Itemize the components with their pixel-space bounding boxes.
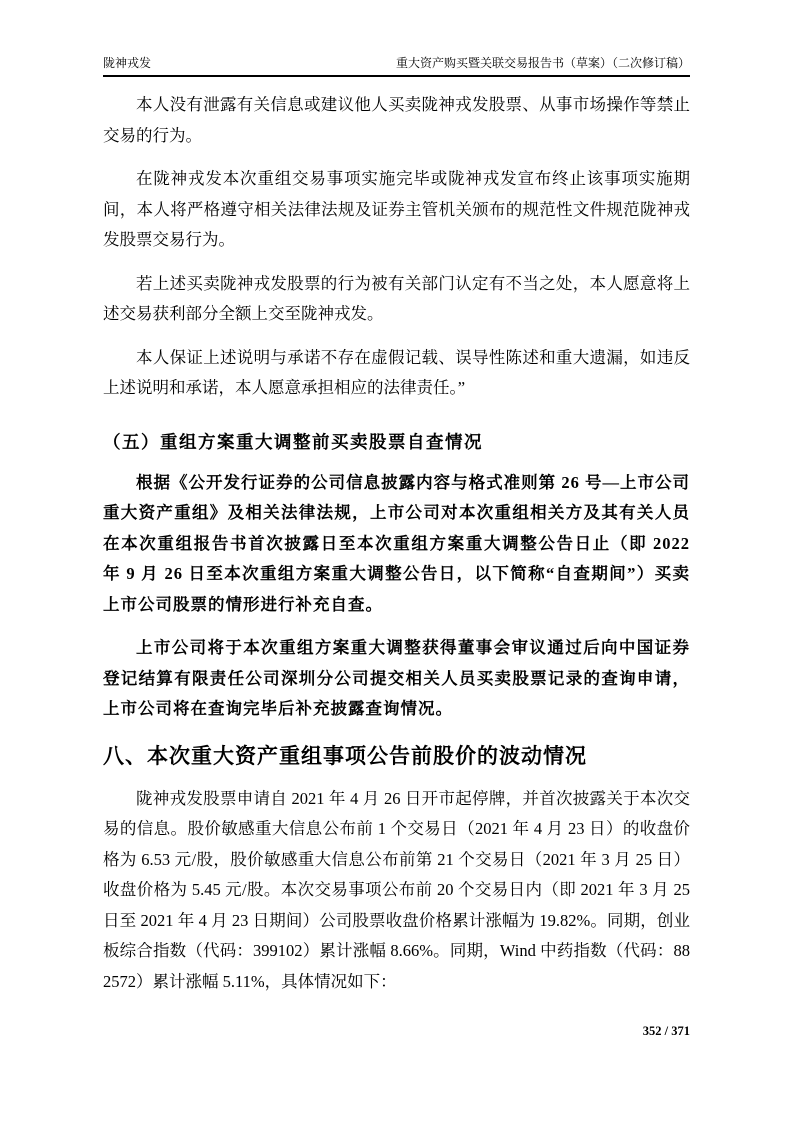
header-company-name: 陇神戎发 [103,56,152,70]
paragraph-stock-price-details: 陇神戎发股票申请自 2021 年 4 月 26 日开市起停牌，并首次披露关于本次交易的信息。股价敏感重大信息公布前 1 个交易日（2021 年 4 月 23 日）的收盘价格为 6.53 元/股，股价敏感重大信息公布前第 21 个交易日（2021 年 3 月 25 日）收盘价格为 5.45 元/股。本次交易事项公布前 20 个交易日内（即 2021 年 3 月 25 日至 2021 年 4 月 23 日期间）公司股票收盘价格累计涨幅为 19.82%。同期，创业板综合指数（代码：399102）累计涨幅 8.66%。同期，Wind 中药指数（代码：882572）累计涨幅 5.11%，具体情况如下： [103,788,690,991]
header-report-title: 重大资产购买暨关联交易报告书（草案）（二次修订稿） [395,56,690,70]
paragraph-self-inspection-basis: 根据《公开发行证券的公司信息披露内容与格式准则第 26 号—上市公司重大资产重组》及相关法律法规，上市公司对本次重组相关方及其有关人员在本次重组报告书首次披露日至本次重组方案重大调整公告日止（即 2022 年 9 月 26 日至本次重组方案重大调整公告日，以下简称“自查期间”）买卖上市公司股票的情形进行补充自查。 [103,472,690,614]
document-body [103,90,690,1010]
page-header [103,54,690,77]
paragraph-no-leak-statement: 本人没有泄露有关信息或建议他人买卖陇神戎发股票、从事市场操作等禁止交易的行为。 [103,95,690,145]
paragraph-profit-surrender-statement: 若上述买卖陇神戎发股票的行为被有关部门认定有不当之处，本人愿意将上述交易获利部分全额上交至陇神戎发。 [103,273,690,323]
page-footer [643,1023,690,1039]
chapter-heading-stock-price-fluctuation: 八、本次重大资产重组事项公告前股价的波动情况 [103,744,587,768]
section-heading-self-inspection: （五）重组方案重大调整前买卖股票自查情况 [103,431,483,452]
page-number: 352 / 371 [642,1024,690,1038]
paragraph-compliance-statement: 在陇神戎发本次重组交易事项实施完毕或陇神戎发宣布终止该事项实施期间，本人将严格遵守相关法律法规及证券主管机关颁布的规范性文件规范陇神戎发股票交易行为。 [103,169,690,249]
paragraph-guarantee-statement: 本人保证上述说明与承诺不存在虚假记载、误导性陈述和重大遗漏，如违反上述说明和承诺，本人愿意承担相应的法律责任。” [103,347,690,397]
paragraph-query-application: 上市公司将于本次重组方案重大调整获得董事会审议通过后向中国证券登记结算有限责任公司深圳分公司提交相关人员买卖股票记录的查询申请，上市公司将在查询完毕后补充披露查询情况。 [103,638,690,718]
